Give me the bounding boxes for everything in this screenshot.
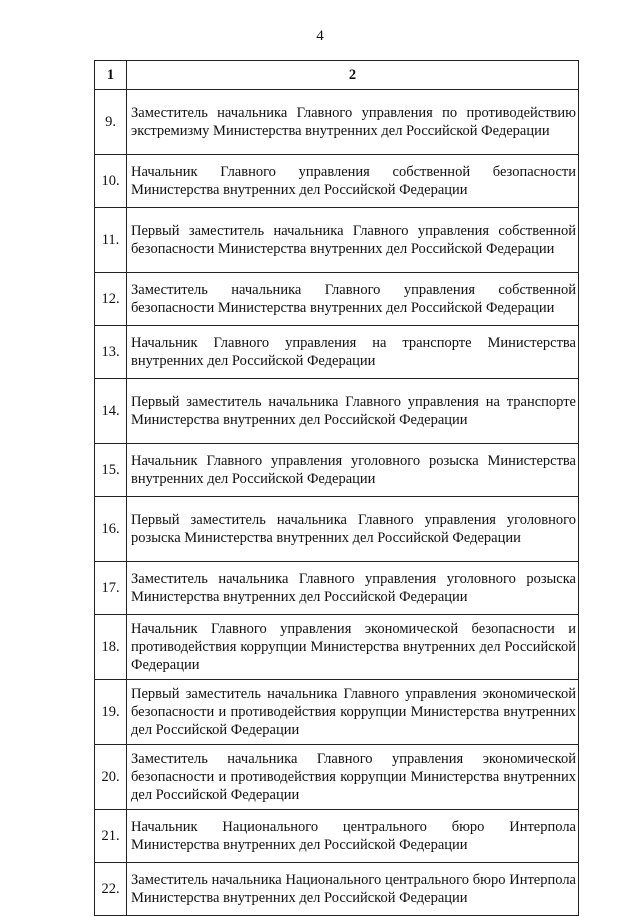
column-header-number: 1 <box>95 61 127 90</box>
table-row <box>95 745 579 810</box>
table-row <box>95 208 579 273</box>
row-number: 12. <box>95 273 127 326</box>
table-header-row <box>95 61 579 90</box>
row-number: 20. <box>95 745 127 810</box>
column-header-position: 2 <box>127 61 579 90</box>
table-row <box>95 273 579 326</box>
row-position-text: Начальник Главного управления на транспорте Министерства внутренних дел Российской Федерации <box>127 326 579 379</box>
table-row <box>95 615 579 680</box>
table-row <box>95 680 579 745</box>
table-row <box>95 863 579 916</box>
row-number: 14. <box>95 379 127 444</box>
table-row <box>95 444 579 497</box>
table-row <box>95 562 579 615</box>
row-position-text: Начальник Главного управления собственной безопасности Министерства внутренних дел Российской Федерации <box>127 155 579 208</box>
row-position-text: Заместитель начальника Главного управления по противодействию экстремизму Министерства внутренних дел Российской Федерации <box>127 90 579 155</box>
row-position-text: Заместитель начальника Национального центрального бюро Интерпола Министерства внутренних дел Российской Федерации <box>127 863 579 916</box>
table-row <box>95 379 579 444</box>
row-number: 22. <box>95 863 127 916</box>
row-position-text: Первый заместитель начальника Главного управления собственной безопасности Министерства внутренних дел Российской Федерации <box>127 208 579 273</box>
row-number: 16. <box>95 497 127 562</box>
table-row <box>95 155 579 208</box>
row-position-text: Начальник Национального центрального бюро Интерпола Министерства внутренних дел Российской Федерации <box>127 810 579 863</box>
positions-table <box>94 60 579 916</box>
table-row <box>95 326 579 379</box>
row-number: 18. <box>95 615 127 680</box>
row-position-text: Первый заместитель начальника Главного управления экономической безопасности и противодействия коррупции Министерства внутренних дел Российской Федерации <box>127 680 579 745</box>
row-position-text: Заместитель начальника Главного управления уголовного розыска Министерства внутренних дел Российской Федерации <box>127 562 579 615</box>
row-position-text: Начальник Главного управления уголовного розыска Министерства внутренних дел Российской Федерации <box>127 444 579 497</box>
row-position-text: Заместитель начальника Главного управления собственной безопасности Министерства внутренних дел Российской Федерации <box>127 273 579 326</box>
row-position-text: Заместитель начальника Главного управления экономической безопасности и противодействия коррупции Министерства внутренних дел Российской Федерации <box>127 745 579 810</box>
row-position-text: Начальник Главного управления экономической безопасности и противодействия коррупции Министерства внутренних дел Российской Федерации <box>127 615 579 680</box>
page-number: 4 <box>316 28 324 44</box>
row-number: 13. <box>95 326 127 379</box>
row-number: 21. <box>95 810 127 863</box>
row-number: 10. <box>95 155 127 208</box>
row-number: 11. <box>95 208 127 273</box>
table-row <box>95 810 579 863</box>
row-position-text: Первый заместитель начальника Главного управления на транспорте Министерства внутренних дел Российской Федерации <box>127 379 579 444</box>
row-number: 15. <box>95 444 127 497</box>
row-position-text: Первый заместитель начальника Главного управления уголовного розыска Министерства внутренних дел Российской Федерации <box>127 497 579 562</box>
row-number: 17. <box>95 562 127 615</box>
row-number: 19. <box>95 680 127 745</box>
table-row <box>95 497 579 562</box>
table-row <box>95 90 579 155</box>
row-number: 9. <box>95 90 127 155</box>
